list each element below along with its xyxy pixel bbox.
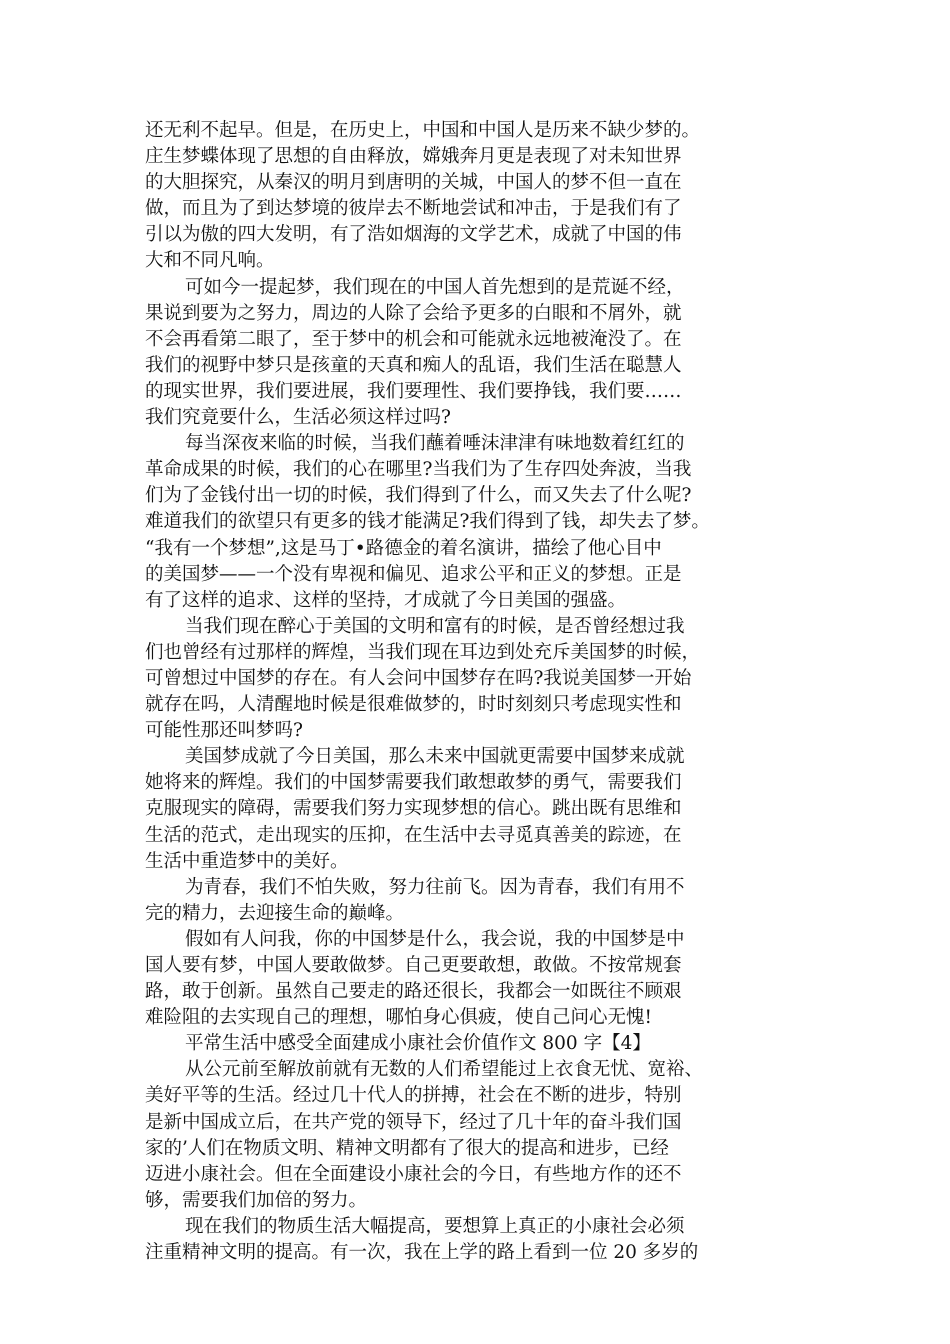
text-line: 有了这样的追求、这样的坚持，才成就了今日美国的强盛。 <box>145 589 627 611</box>
text-line: 当我们现在醉心于美国的文明和富有的时候，是否曾经想过我 <box>185 615 685 637</box>
text-line: 们为了金钱付出一切的时候，我们得到了什么，而又失去了什么呢? <box>145 485 692 507</box>
text-line: 家的’人们在物质文明、精神文明都有了很大的提高和进步，已经 <box>145 1137 669 1159</box>
text-line: 难道我们的欲望只有更多的钱才能满足?我们得到了钱，却失去了梦。 <box>145 511 710 533</box>
text-line: 国人要有梦，中国人要敢做梦。自己更要敢想，敢做。不按常规套 <box>145 955 682 976</box>
text-line: 她将来的辉煌。我们的中国梦需要我们敢想敢梦的勇气，需要我们 <box>145 772 682 794</box>
text-line: 是新中国成立后，在共产党的领导下，经过了几十年的奋斗我们国 <box>145 1111 682 1133</box>
text-line: 做，而且为了到达梦境的彼岸去不断地尝试和冲击，于是我们有了 <box>145 198 682 220</box>
text-line: 为青春，我们不怕失败，努力往前飞。因为青春，我们有用不 <box>185 876 685 898</box>
text-line: 不会再看第二眼了，至于梦中的机会和可能就永远地被淹没了。在 <box>145 328 682 350</box>
text-line: 大和不同凡响。 <box>145 250 275 272</box>
text-line: 克服现实的障碍，需要我们努力实现梦想的信心。跳出既有思维和 <box>145 798 682 820</box>
text-line: 从公元前至解放前就有无数的人们希望能过上衣食无忧、宽裕、 <box>185 1059 704 1081</box>
text-line: 就存在吗，人清醒地时候是很难做梦的，时时刻刻只考虑现实性和 <box>145 694 682 716</box>
text-line: 注重精神文明的提高。有一次，我在上学的路上看到一位 20 多岁的 <box>145 1242 699 1264</box>
text-line: 我们的视野中梦只是孩童的天真和痴人的乱语，我们生活在聪慧人 <box>145 354 682 376</box>
text-line: 革命成果的时候，我们的心在哪里?当我们为了生存四处奔波，当我 <box>145 459 692 481</box>
text-line: 完的精力，去迎接生命的巅峰。 <box>145 902 405 924</box>
text-line: “我有一个梦想”,这是马丁•路德金的着名演讲，描绘了他心目中 <box>145 537 662 559</box>
text-line: 迈进小康社会。但在全面建设小康社会的今日，有些地方作的还不 <box>145 1163 682 1185</box>
text-line: 生活中重造梦中的美好。 <box>145 850 349 872</box>
text-line: 难险阻的去实现自己的理想，哪怕身心俱疲，使自己问心无愧! <box>145 1007 652 1029</box>
text-line: 美国梦成就了今日美国，那么未来中国就更需要中国梦来成就 <box>185 746 685 768</box>
text-line: 可能性那还叫梦吗? <box>145 720 303 742</box>
text-line: 够，需要我们加倍的努力。 <box>145 1189 368 1211</box>
text-line: 的美国梦——一个没有卑视和偏见、追求公平和正义的梦想。正是 <box>145 563 682 585</box>
text-line: 路，敢于创新。虽然自己要走的路还很长，我都会一如既往不顾艰 <box>145 981 682 1003</box>
text-line: 生活的范式，走出现实的压抑，在生活中去寻觅真善美的踪迹，在 <box>145 824 682 846</box>
text-line: 的大胆探究，从秦汉的明月到唐明的关城，中国人的梦不但一直在 <box>145 172 682 194</box>
document-page <box>145 118 810 1266</box>
text-line: 美好平等的生活。经过几十代人的拼搏，社会在不断的进步，特别 <box>145 1085 682 1107</box>
text-line: 可如今一提起梦，我们现在的中国人首先想到的是荒诞不经， <box>185 276 685 298</box>
text-line: 现在我们的物质生活大幅提高，要想算上真正的小康社会必须 <box>185 1215 685 1237</box>
text-line: 引以为傲的四大发明，有了浩如烟海的文学艺术，成就了中国的伟 <box>145 224 682 246</box>
text-line: 假如有人问我，你的中国梦是什么，我会说，我的中国梦是中 <box>185 928 685 950</box>
text-line: 我们究竟要什么，生活必须这样过吗? <box>145 407 451 429</box>
text-line: 的现实世界，我们要进展，我们要理性、我们要挣钱，我们要…… <box>145 380 682 402</box>
text-line: 果说到要为之努力，周边的人除了会给予更多的白眼和不屑外，就 <box>145 302 682 324</box>
text-line: 们也曾经有过那样的辉煌，当我们现在耳边到处充斥美国梦的时候， <box>145 641 701 663</box>
text-line: 每当深夜来临的时候，当我们蘸着唾沫津津有味地数着红红的 <box>185 433 685 455</box>
text-line: 还无利不起早。但是，在历史上，中国和中国人是历来不缺少梦的。 <box>145 120 701 141</box>
text-line: 平常生活中感受全面建成小康社会价值作文 800 字【4】 <box>185 1033 651 1055</box>
text-line: 庄生梦蝶体现了思想的自由释放，嫦娥奔月更是表现了对未知世界 <box>145 146 682 168</box>
text-line: 可曾想过中国梦的存在。有人会问中国梦存在吗?我说美国梦一开始 <box>145 667 692 689</box>
